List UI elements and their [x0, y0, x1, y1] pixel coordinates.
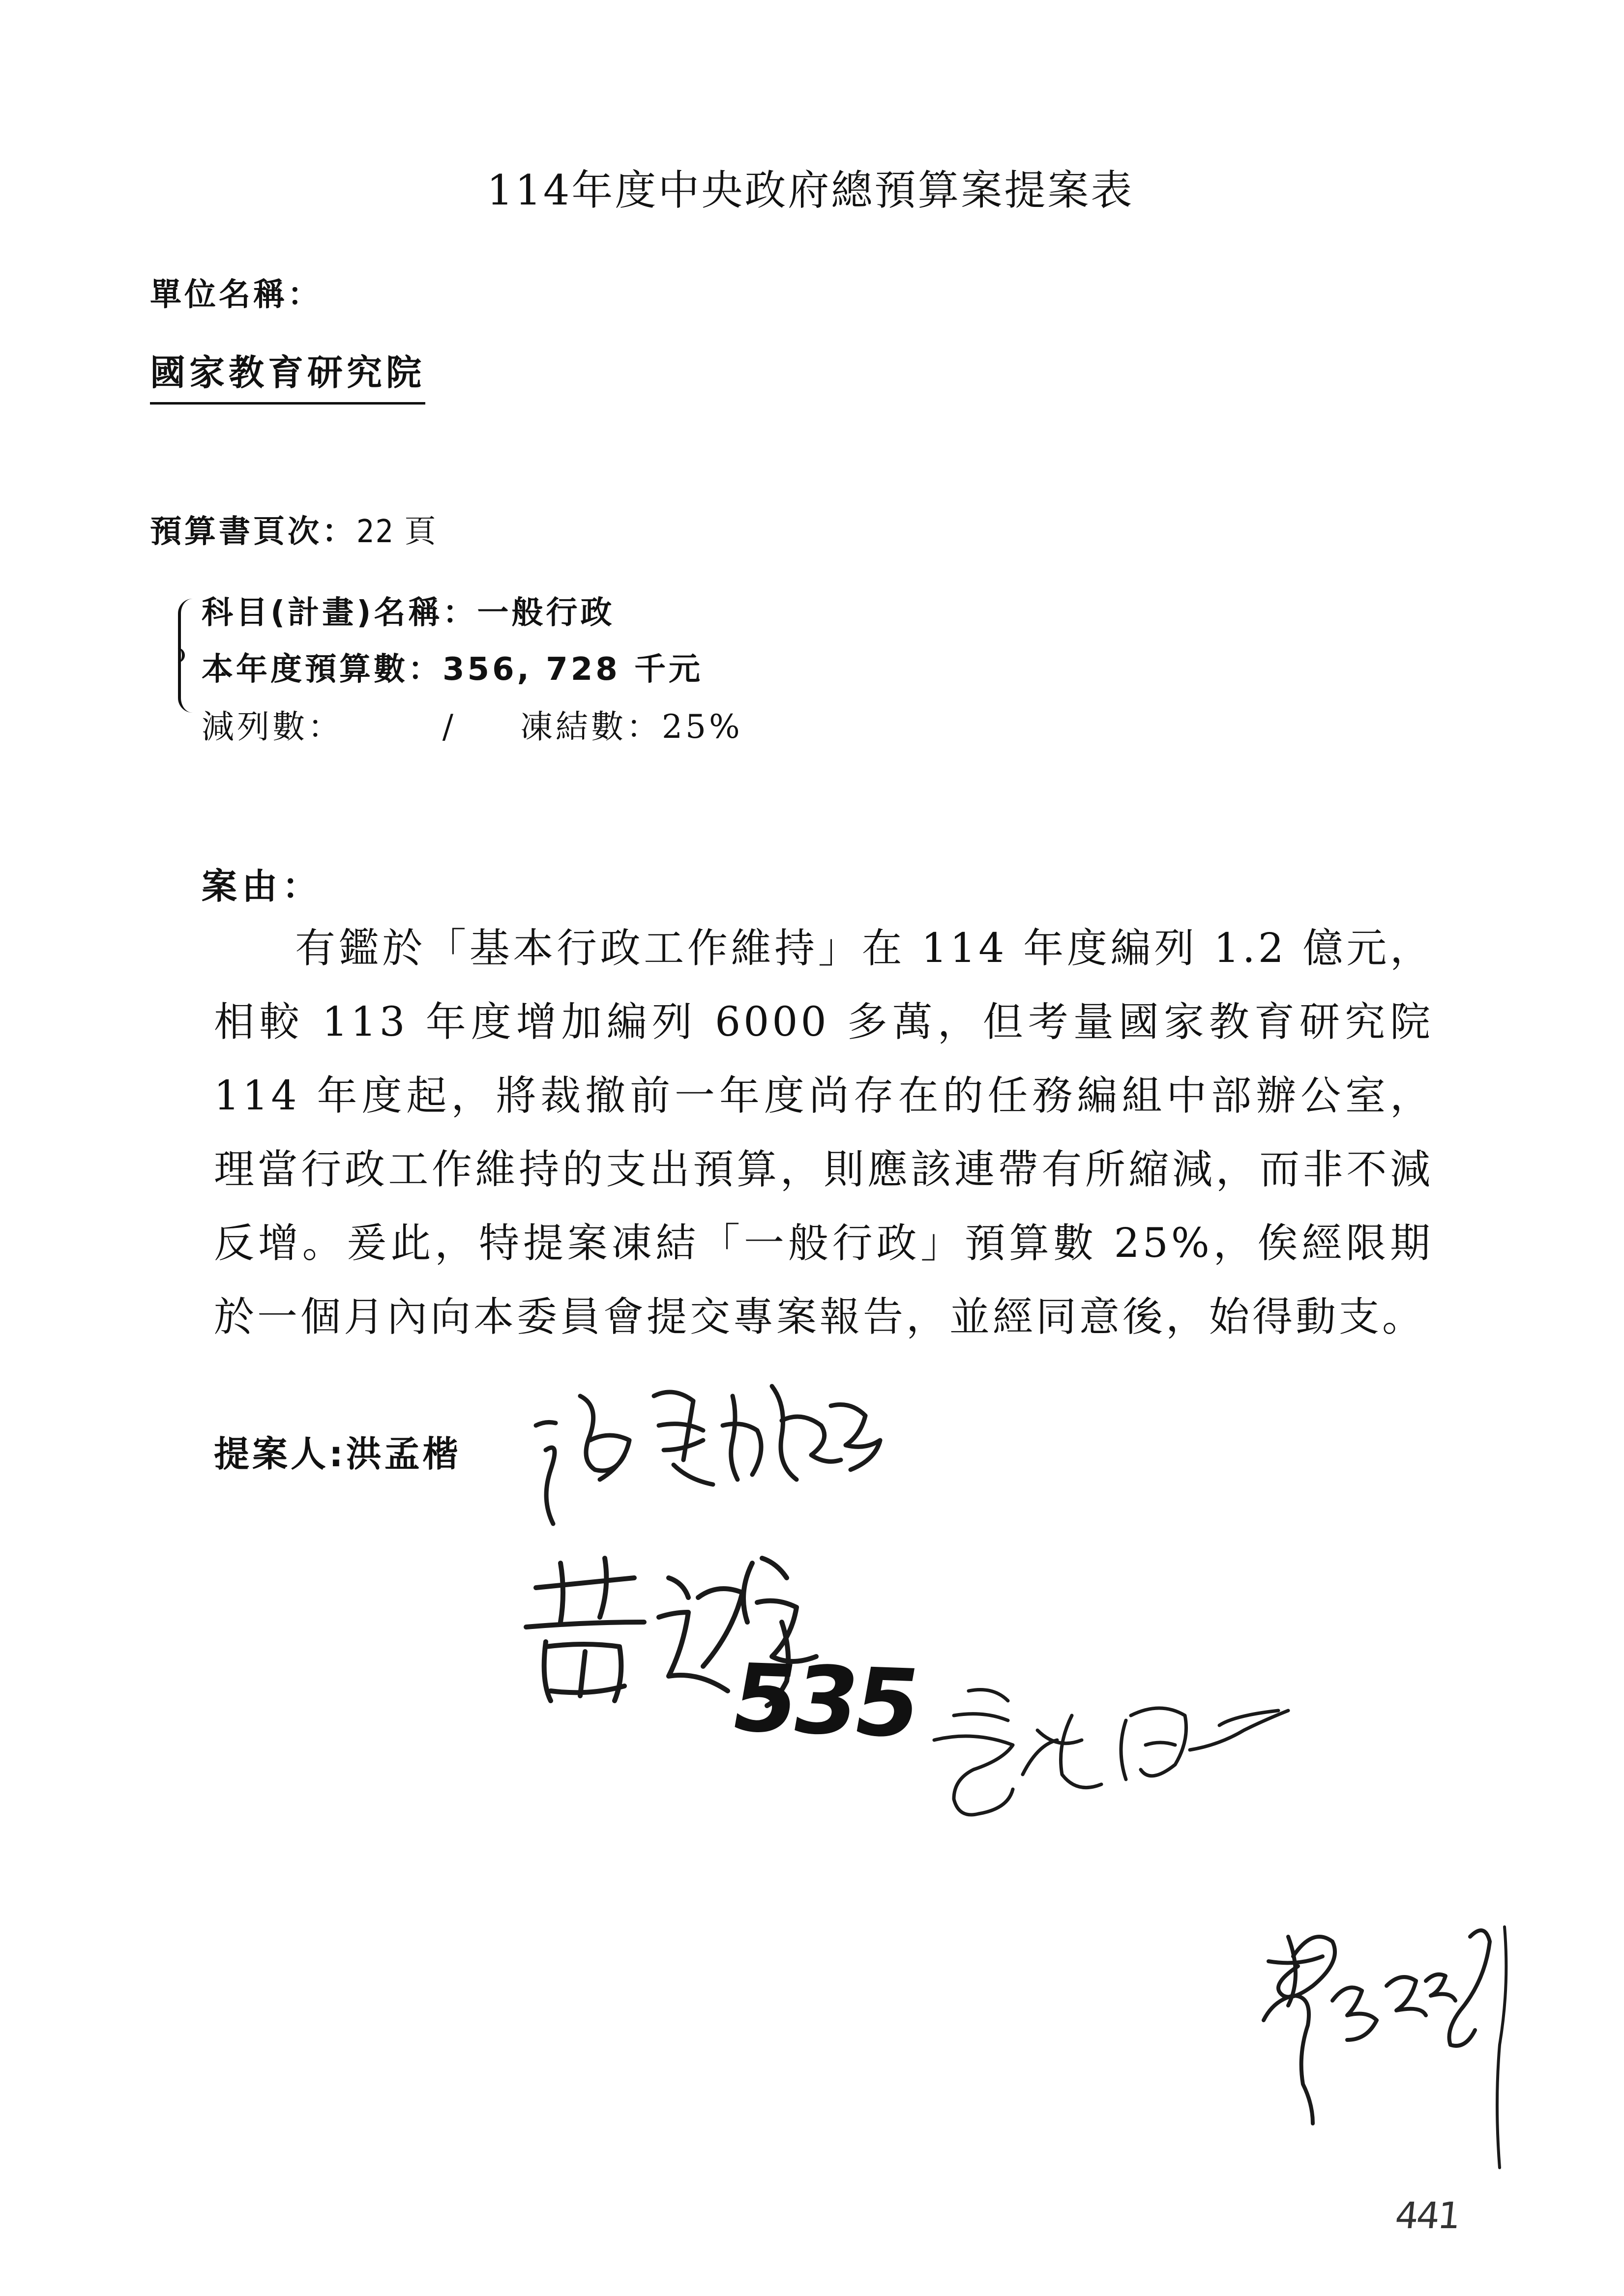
reason-label: 案由： [202, 866, 323, 907]
budget-page-row [150, 506, 437, 552]
amount-label: 本年度預算數： [202, 651, 443, 688]
reason-text: 有鑑於「基本行政工作維持」在 114 年度編列 1.2 億元，相較 113 年度增加編列 6000 多萬，但考量國家教育研究院 114 年度起，將裁撤前一年度尚存在的任務編組中部辦公室，理當行政工作維持的支出預算，則應該連帶有所縮減，而非不減反增。爰此，特提案凍結「一般行政」預算數 25%，俟經限期於一個月內向本委員會提交專案報告，並經同意後，始得動支。 [214, 925, 1433, 1340]
subject-row [202, 587, 615, 633]
amount-row [202, 644, 703, 689]
unit-label: 單位名稱： [150, 277, 322, 313]
corner-page-number: 441 [1393, 2195, 1461, 2237]
proposer-name: 洪孟楷 [346, 1433, 461, 1475]
proposer-label: 提案人: [214, 1433, 346, 1475]
subject-label: 科目(計畫)名稱： [202, 595, 477, 631]
handwritten-page-number: 535 [723, 1644, 925, 1758]
proposer-row [214, 1425, 461, 1477]
cut-freeze-row [202, 700, 743, 747]
freeze-label: 凍結數： [520, 708, 662, 746]
cut-value: / [442, 708, 456, 746]
cut-label: 減列數： [202, 708, 343, 746]
budget-page-label: 預算書頁次： [150, 514, 356, 550]
amount-value: 356, 728 千元 [443, 651, 704, 688]
budget-page-value: 22 頁 [356, 514, 437, 550]
subject-value: 一般行政 [477, 595, 615, 631]
unit-name: 國家教育研究院 [150, 344, 425, 405]
page-title: 114年度中央政府總預算案提案表 [487, 166, 1134, 214]
signature-cosigner-2 [924, 1671, 1298, 1833]
freeze-value: 25% [662, 708, 743, 746]
signature-cosigner-3 [1249, 1917, 1524, 2173]
signature-proposer [526, 1366, 929, 1543]
